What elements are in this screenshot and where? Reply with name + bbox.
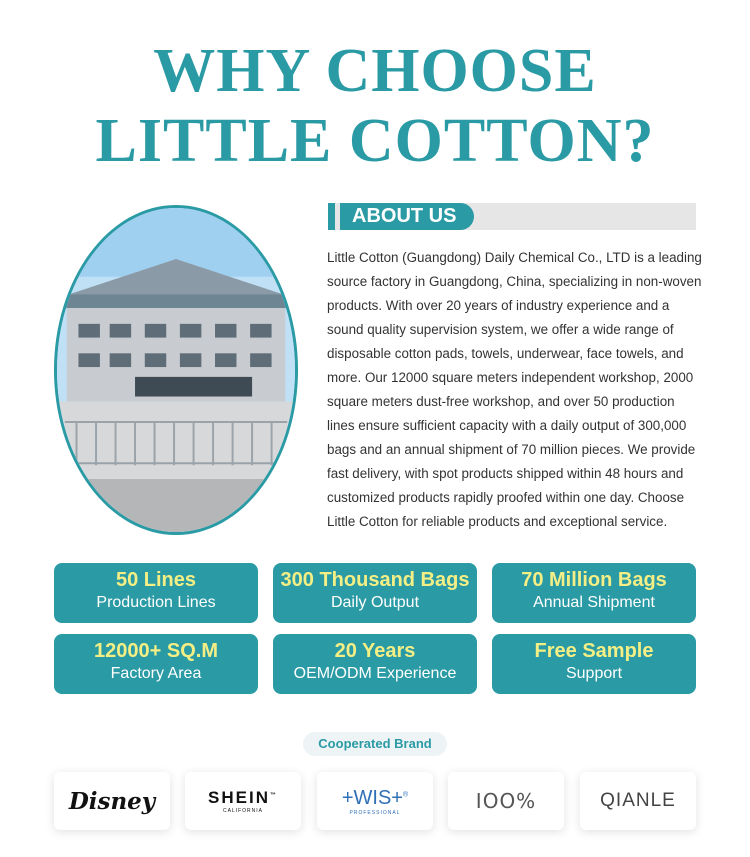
about-line: fast delivery, with spot products shipped within 48 hours and	[327, 466, 684, 481]
qianle-logo: QIANLE	[600, 790, 676, 811]
brand-card-disney	[54, 772, 170, 830]
about-line: products. With over 20 years of industry experience and a	[327, 298, 670, 313]
page-title-line-2: LITTLE COTTON?	[95, 107, 655, 175]
stat-value: 70 Million Bags	[521, 569, 667, 591]
about-line: customized products rapidly proofed within one day. Choose	[327, 490, 685, 505]
hundred-percent-logo: IOO%	[475, 789, 537, 813]
stat-card-factory-area	[54, 634, 258, 694]
about-line: more. Our 12000 square meters independent workshop, 2000	[327, 370, 694, 385]
page-title-line-1: WHY CHOOSE	[153, 37, 597, 105]
about-line: source factory in Guangdong, China, specializing in non-woven	[327, 274, 702, 289]
brand-card-100	[448, 772, 564, 830]
stat-value: 12000+ SQ.M	[94, 640, 218, 662]
about-line: Little Cotton (Guangdong) Daily Chemical Co., LTD is a leading	[327, 250, 702, 265]
stat-label: OEM/ODM Experience	[293, 665, 457, 682]
stat-value: 300 Thousand Bags	[280, 569, 470, 591]
stat-label: Factory Area	[110, 665, 202, 682]
brand-card-qianle	[580, 772, 696, 830]
stat-card-experience	[273, 634, 477, 694]
about-line: square meters dust-free workshop, and over 50 production	[327, 394, 675, 409]
about-line: lines ensure sufficient capacity with a daily output of 300,000	[327, 418, 687, 433]
shein-logo: SHEIN™ CALIFORNIA	[208, 788, 278, 814]
disney-logo: Disney	[68, 787, 156, 815]
stat-value: 50 Lines	[115, 569, 197, 591]
about-line: Little Cotton for reliable products and exceptional service.	[327, 514, 668, 529]
factory-photo	[54, 205, 298, 535]
stats-grid	[54, 563, 696, 694]
about-line: disposable cotton pads, towels, underwear, face towels, and	[327, 346, 684, 361]
about-description	[327, 246, 705, 534]
stat-card-free-sample	[492, 634, 696, 694]
stat-label: Support	[565, 665, 623, 682]
about-line: bags and an annual shipment of 70 million pieces. We provide	[327, 442, 696, 457]
stat-label: Daily Output	[330, 594, 420, 611]
brand-card-shein	[185, 772, 301, 830]
stat-value: 20 Years	[334, 640, 416, 662]
stat-value: Free Sample	[534, 640, 654, 662]
stat-card-daily-output	[273, 563, 477, 623]
about-us-tag: ABOUT US	[340, 203, 474, 230]
about-line: sound quality supervision system, we offer a wide range of	[327, 322, 674, 337]
stat-label: Annual Shipment	[533, 594, 655, 611]
cooperated-brand-label: Cooperated Brand	[303, 732, 447, 756]
stat-card-annual-shipment	[492, 563, 696, 623]
stat-label: Production Lines	[96, 594, 216, 611]
brand-card-wis	[317, 772, 433, 830]
about-header-accent	[328, 203, 335, 230]
wis-logo: +WIS+® PROFESSIONAL	[341, 786, 409, 816]
stat-card-lines	[54, 563, 258, 623]
